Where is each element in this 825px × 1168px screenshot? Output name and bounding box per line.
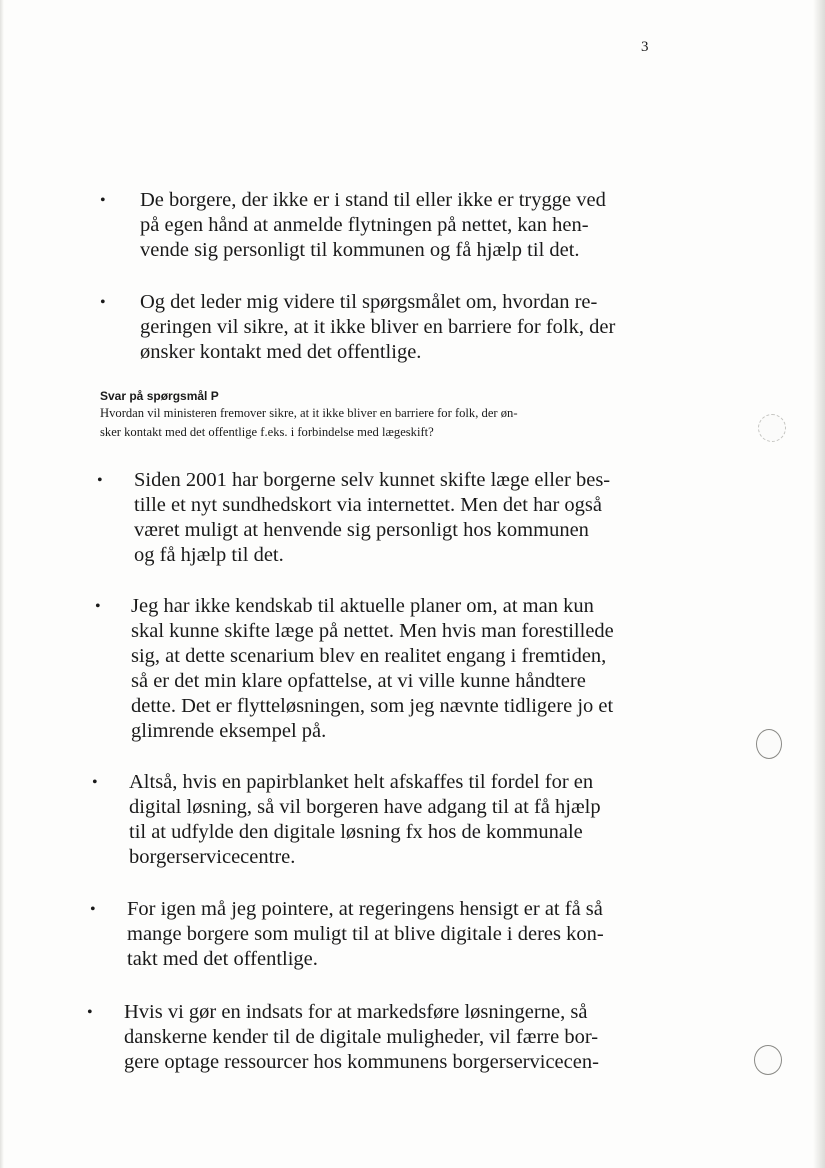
bullet-icon: • — [90, 901, 96, 918]
text-line: dette. Det er flytteløsningen, som jeg nævnte tidligere jo et — [131, 695, 614, 717]
text-line: Siden 2001 har borgerne selv kunnet skifte læge eller bes- — [134, 469, 611, 491]
bullet-icon: • — [100, 192, 106, 209]
punch-hole-icon — [756, 729, 782, 759]
text-line: takt med det offentlige. — [127, 948, 318, 970]
bullet-icon: • — [95, 598, 101, 615]
text-line: på egen hånd at anmelde flytningen på nettet, kan hen- — [140, 214, 589, 236]
text-line: For igen må jeg pointere, at regeringens hensigt er at få så — [127, 898, 603, 920]
text-line: så er det min klare opfattelse, at vi ville kunne håndtere — [131, 670, 586, 692]
text-line: digital løsning, så vil borgeren have adgang til at få hjælp — [129, 796, 601, 818]
answer-paragraph-5 — [124, 1000, 599, 1075]
text-line: ønsker kontakt med det offentlige. — [140, 341, 422, 363]
bullet-icon: • — [97, 472, 103, 489]
bullet-paragraph-1 — [140, 188, 606, 263]
text-line: sig, at dette scenarium blev en realitet engang i fremtiden, — [131, 645, 607, 667]
answer-paragraph-4 — [127, 897, 604, 972]
bullet-icon: • — [92, 774, 98, 791]
bullet-icon: • — [100, 294, 106, 311]
punch-hole-icon — [758, 414, 786, 442]
text-line: Altså, hvis en papirblanket helt afskaffes til fordel for en — [129, 771, 594, 793]
question-heading: Svar på spørgsmål P — [100, 389, 219, 403]
text-line: skal kunne skifte læge på nettet. Men hvis man forestillede — [131, 620, 614, 642]
text-line: vende sig personligt til kommunen og få hjælp til det. — [140, 239, 580, 261]
text-line: mange borgere som muligt til at blive digitale i deres kon- — [127, 923, 604, 945]
answer-paragraph-1 — [134, 468, 610, 568]
text-line: til at udfylde den digitale løsning fx hos de kommunale — [129, 821, 583, 843]
answer-paragraph-3 — [129, 770, 601, 870]
bullet-paragraph-2 — [140, 290, 615, 365]
text-line: geringen vil sikre, at it ikke bliver en barriere for folk, der — [140, 316, 616, 338]
page-number: 3 — [641, 39, 649, 55]
text-line: og få hjælp til det. — [134, 544, 284, 566]
page-scan-edge-left — [0, 0, 4, 1168]
text-line: borgerservicecentre. — [129, 846, 296, 868]
page-scan-edge-right — [813, 0, 825, 1168]
question-body — [100, 404, 518, 442]
text-line: De borgere, der ikke er i stand til eller ikke er trygge ved — [140, 189, 606, 211]
text-line: tille et nyt sundhedskort via internettet. Men det har også — [134, 494, 602, 516]
text-line: gere optage ressourcer hos kommunens borgerservicecen- — [124, 1051, 599, 1073]
question-line: Hvordan vil ministeren fremover sikre, at it ikke bliver en barriere for folk, der øn- — [100, 406, 518, 420]
bullet-icon: • — [87, 1004, 93, 1021]
text-line: danskerne kender til de digitale muligheder, vil færre bor- — [124, 1026, 599, 1048]
text-line: Jeg har ikke kendskab til aktuelle planer om, at man kun — [131, 595, 594, 617]
answer-paragraph-2 — [131, 594, 614, 744]
text-line: glimrende eksempel på. — [131, 720, 327, 742]
punch-hole-icon — [754, 1045, 782, 1075]
text-line: Og det leder mig videre til spørgsmålet om, hvordan re- — [140, 291, 598, 313]
text-line: Hvis vi gør en indsats for at markedsføre løsningerne, så — [124, 1001, 588, 1023]
question-line: sker kontakt med det offentlige f.eks. i forbindelse med lægeskift? — [100, 425, 434, 439]
text-line: været muligt at henvende sig personligt hos kommunen — [134, 519, 589, 541]
